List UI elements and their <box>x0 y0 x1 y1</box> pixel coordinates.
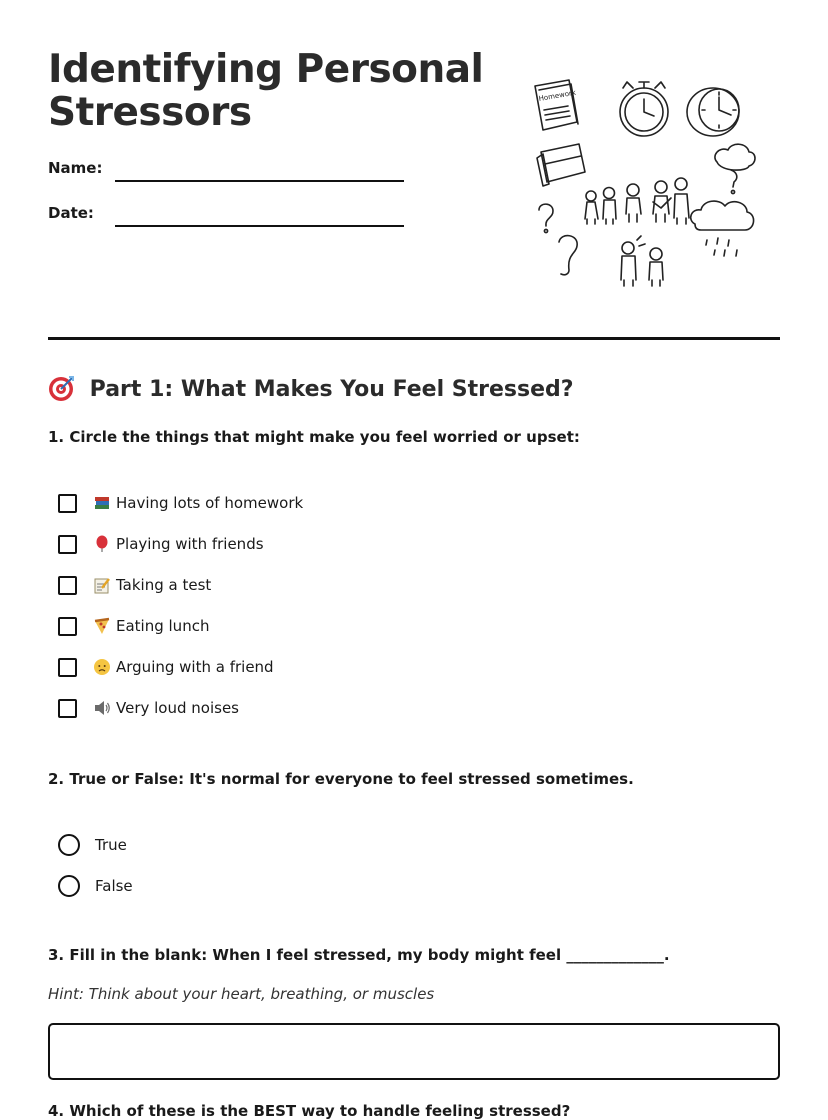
q1-option[interactable] <box>58 490 303 516</box>
backpack-icon <box>537 144 585 186</box>
part1-heading <box>48 374 574 402</box>
question-mark-icon <box>539 204 577 275</box>
question-1-text: 1. Circle the things that might make you feel worried or upset: <box>48 428 580 446</box>
rain-cloud-icon <box>691 201 754 256</box>
q1-option[interactable] <box>58 572 211 598</box>
q2-option-label: False <box>95 877 133 895</box>
question-4-text: 4. Which of these is the BEST way to handle feeling stressed? <box>48 1102 571 1120</box>
radio-button[interactable] <box>58 834 80 856</box>
q1-option[interactable] <box>58 613 209 639</box>
part1-title: Part 1: What Makes You Feel Stressed? <box>89 377 574 402</box>
q1-option-label: Arguing with a friend <box>116 658 274 676</box>
date-label: Date: <box>48 204 94 222</box>
pizza-icon <box>93 617 111 635</box>
checkbox[interactable] <box>58 617 77 636</box>
q1-option-label: Having lots of homework <box>116 494 304 512</box>
q1-option-label: Taking a test <box>116 576 212 594</box>
q1-option[interactable] <box>58 654 274 680</box>
q2-option-label: True <box>95 836 127 854</box>
checkbox[interactable] <box>58 658 77 677</box>
thought-cloud-question-icon <box>715 144 755 193</box>
checkbox[interactable] <box>58 535 77 554</box>
balloon-icon <box>93 535 111 553</box>
upset-child-icon <box>621 236 663 286</box>
q1-option[interactable] <box>58 695 239 721</box>
checkbox[interactable] <box>58 494 77 513</box>
checkbox[interactable] <box>58 576 77 595</box>
section-divider <box>48 337 780 340</box>
name-label: Name: <box>48 159 103 177</box>
homework-book-icon <box>535 80 578 130</box>
worried-face-icon <box>93 658 111 676</box>
checkbox[interactable] <box>58 699 77 718</box>
homework-label: Homework <box>538 88 577 104</box>
speaker-icon <box>93 699 111 717</box>
people-group-icon <box>585 178 689 224</box>
q1-option-label: Very loud noises <box>116 699 239 717</box>
question-2-text: 2. True or False: It's normal for everyone to feel stressed sometimes. <box>48 770 634 788</box>
memo-icon <box>93 576 111 594</box>
radio-button[interactable] <box>58 875 80 897</box>
q1-option-label: Playing with friends <box>116 535 264 553</box>
date-field[interactable] <box>115 225 404 227</box>
question-3-hint: Hint: Think about your heart, breathing, or muscles <box>48 985 435 1003</box>
page-title: Identifying Personal Stressors <box>48 47 484 135</box>
name-field[interactable] <box>115 180 404 182</box>
q2-option-true[interactable] <box>58 832 127 858</box>
question-3-text: 3. Fill in the blank: When I feel stressed, my body might feel _____________. <box>48 946 670 964</box>
books-icon <box>93 494 111 512</box>
alarm-clock-icon <box>620 82 668 136</box>
stress-illustration <box>525 74 765 294</box>
q2-option-false[interactable] <box>58 873 133 899</box>
q3-answer-field[interactable] <box>48 1023 780 1080</box>
target-dart-icon <box>48 374 76 402</box>
clock-icon <box>687 88 739 136</box>
q1-option-label: Eating lunch <box>116 617 210 635</box>
q1-option[interactable] <box>58 531 264 557</box>
